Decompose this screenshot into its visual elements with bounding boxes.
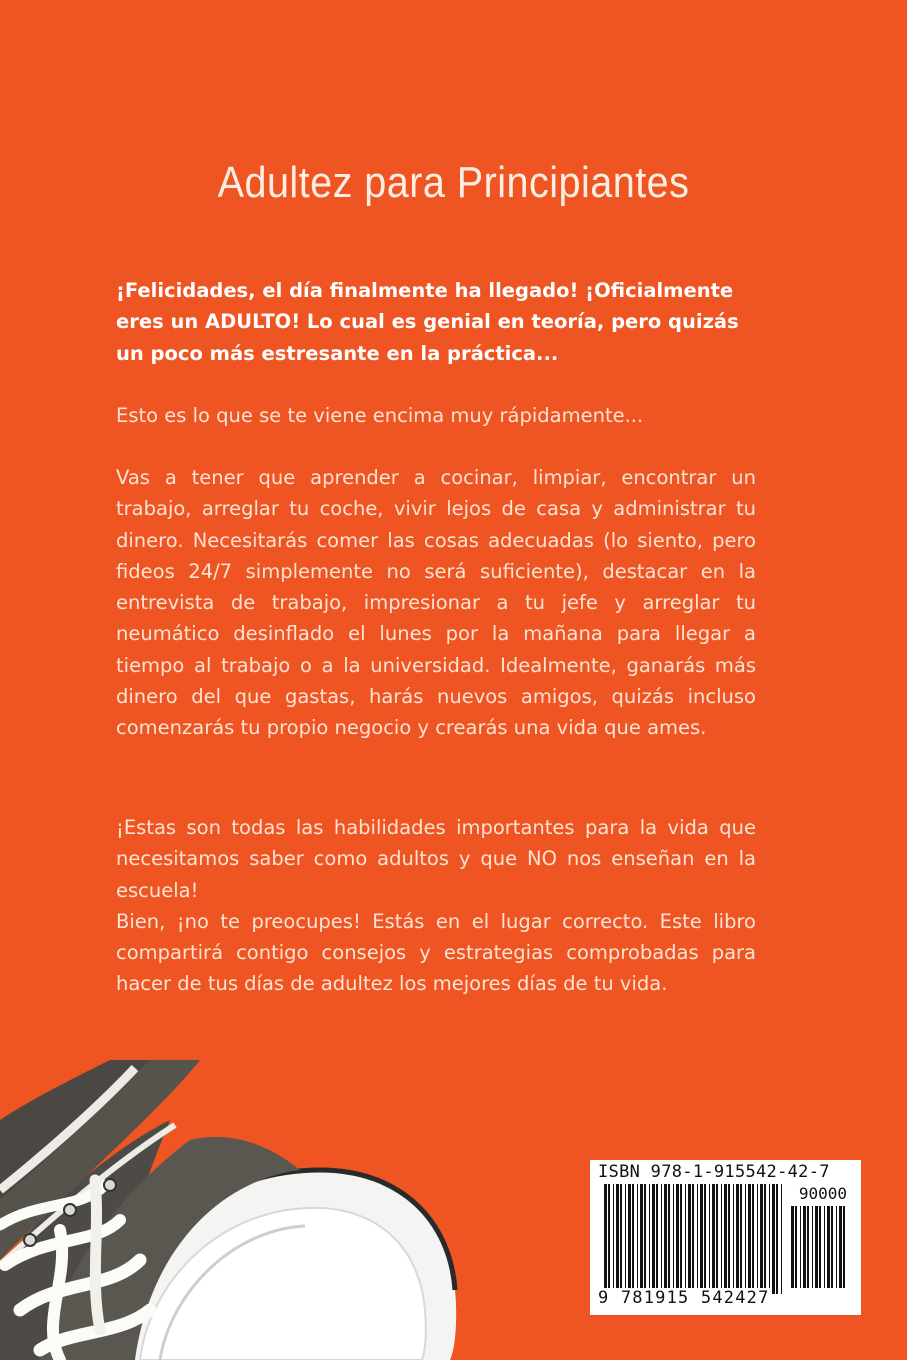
book-title: Adultez para Principiantes: [217, 158, 690, 207]
barcode-bars: [604, 1184, 784, 1294]
intro-paragraph: ¡Felicidades, el día finalmente ha llegado! ¡Oficialmente eres un ADULTO! Lo cual es genial en teoría, pero quizás un poco más estresante en la práctica...: [116, 279, 739, 365]
price-barcode-bars: [791, 1206, 847, 1288]
barcode-digits: 9 781915 542427: [598, 1288, 770, 1308]
price-code: 90000: [798, 1184, 847, 1203]
closing-paragraph-part-2: Bien, ¡no te preocupes! Estás en el lugar correcto. Este libro compartirá contigo consejos y estrategias comprobadas para hacer de tus días de adultez los mejores días de tu vida.: [116, 909, 756, 996]
teaser-paragraph: Esto es lo que se te viene encima muy rápidamente...: [116, 404, 644, 427]
sneakers-icon: [0, 1060, 460, 1360]
skills-paragraph: Vas a tener que aprender a cocinar, limpiar, encontrar un trabajo, arreglar tu coche, vivir lejos de casa y administrar tu dinero. Necesitarás comer las cosas adecuadas (lo siento, pero fideos 24/7 simplemente no será suficiente), destacar en la entrevista de trabajo, impresionar a tu jefe y arreglar tu neumático desinflado el lunes por la mañana para llegar a tiempo al trabajo o a la universidad. Idealmente, ganarás más dinero del que gastas, harás nuevos amigos, quizás incluso comenzarás tu propio negocio y crearás una vida que ames.: [116, 466, 756, 740]
isbn-label: ISBN 978-1-915542-42-7: [598, 1162, 830, 1182]
closing-paragraph: [116, 812, 756, 1000]
isbn-barcode: [590, 1160, 861, 1315]
closing-paragraph-part-1: ¡Estas son todas las habilidades importantes para la vida que necesitamos saber como adultos y que NO nos enseñan en la escuela!: [116, 816, 756, 902]
